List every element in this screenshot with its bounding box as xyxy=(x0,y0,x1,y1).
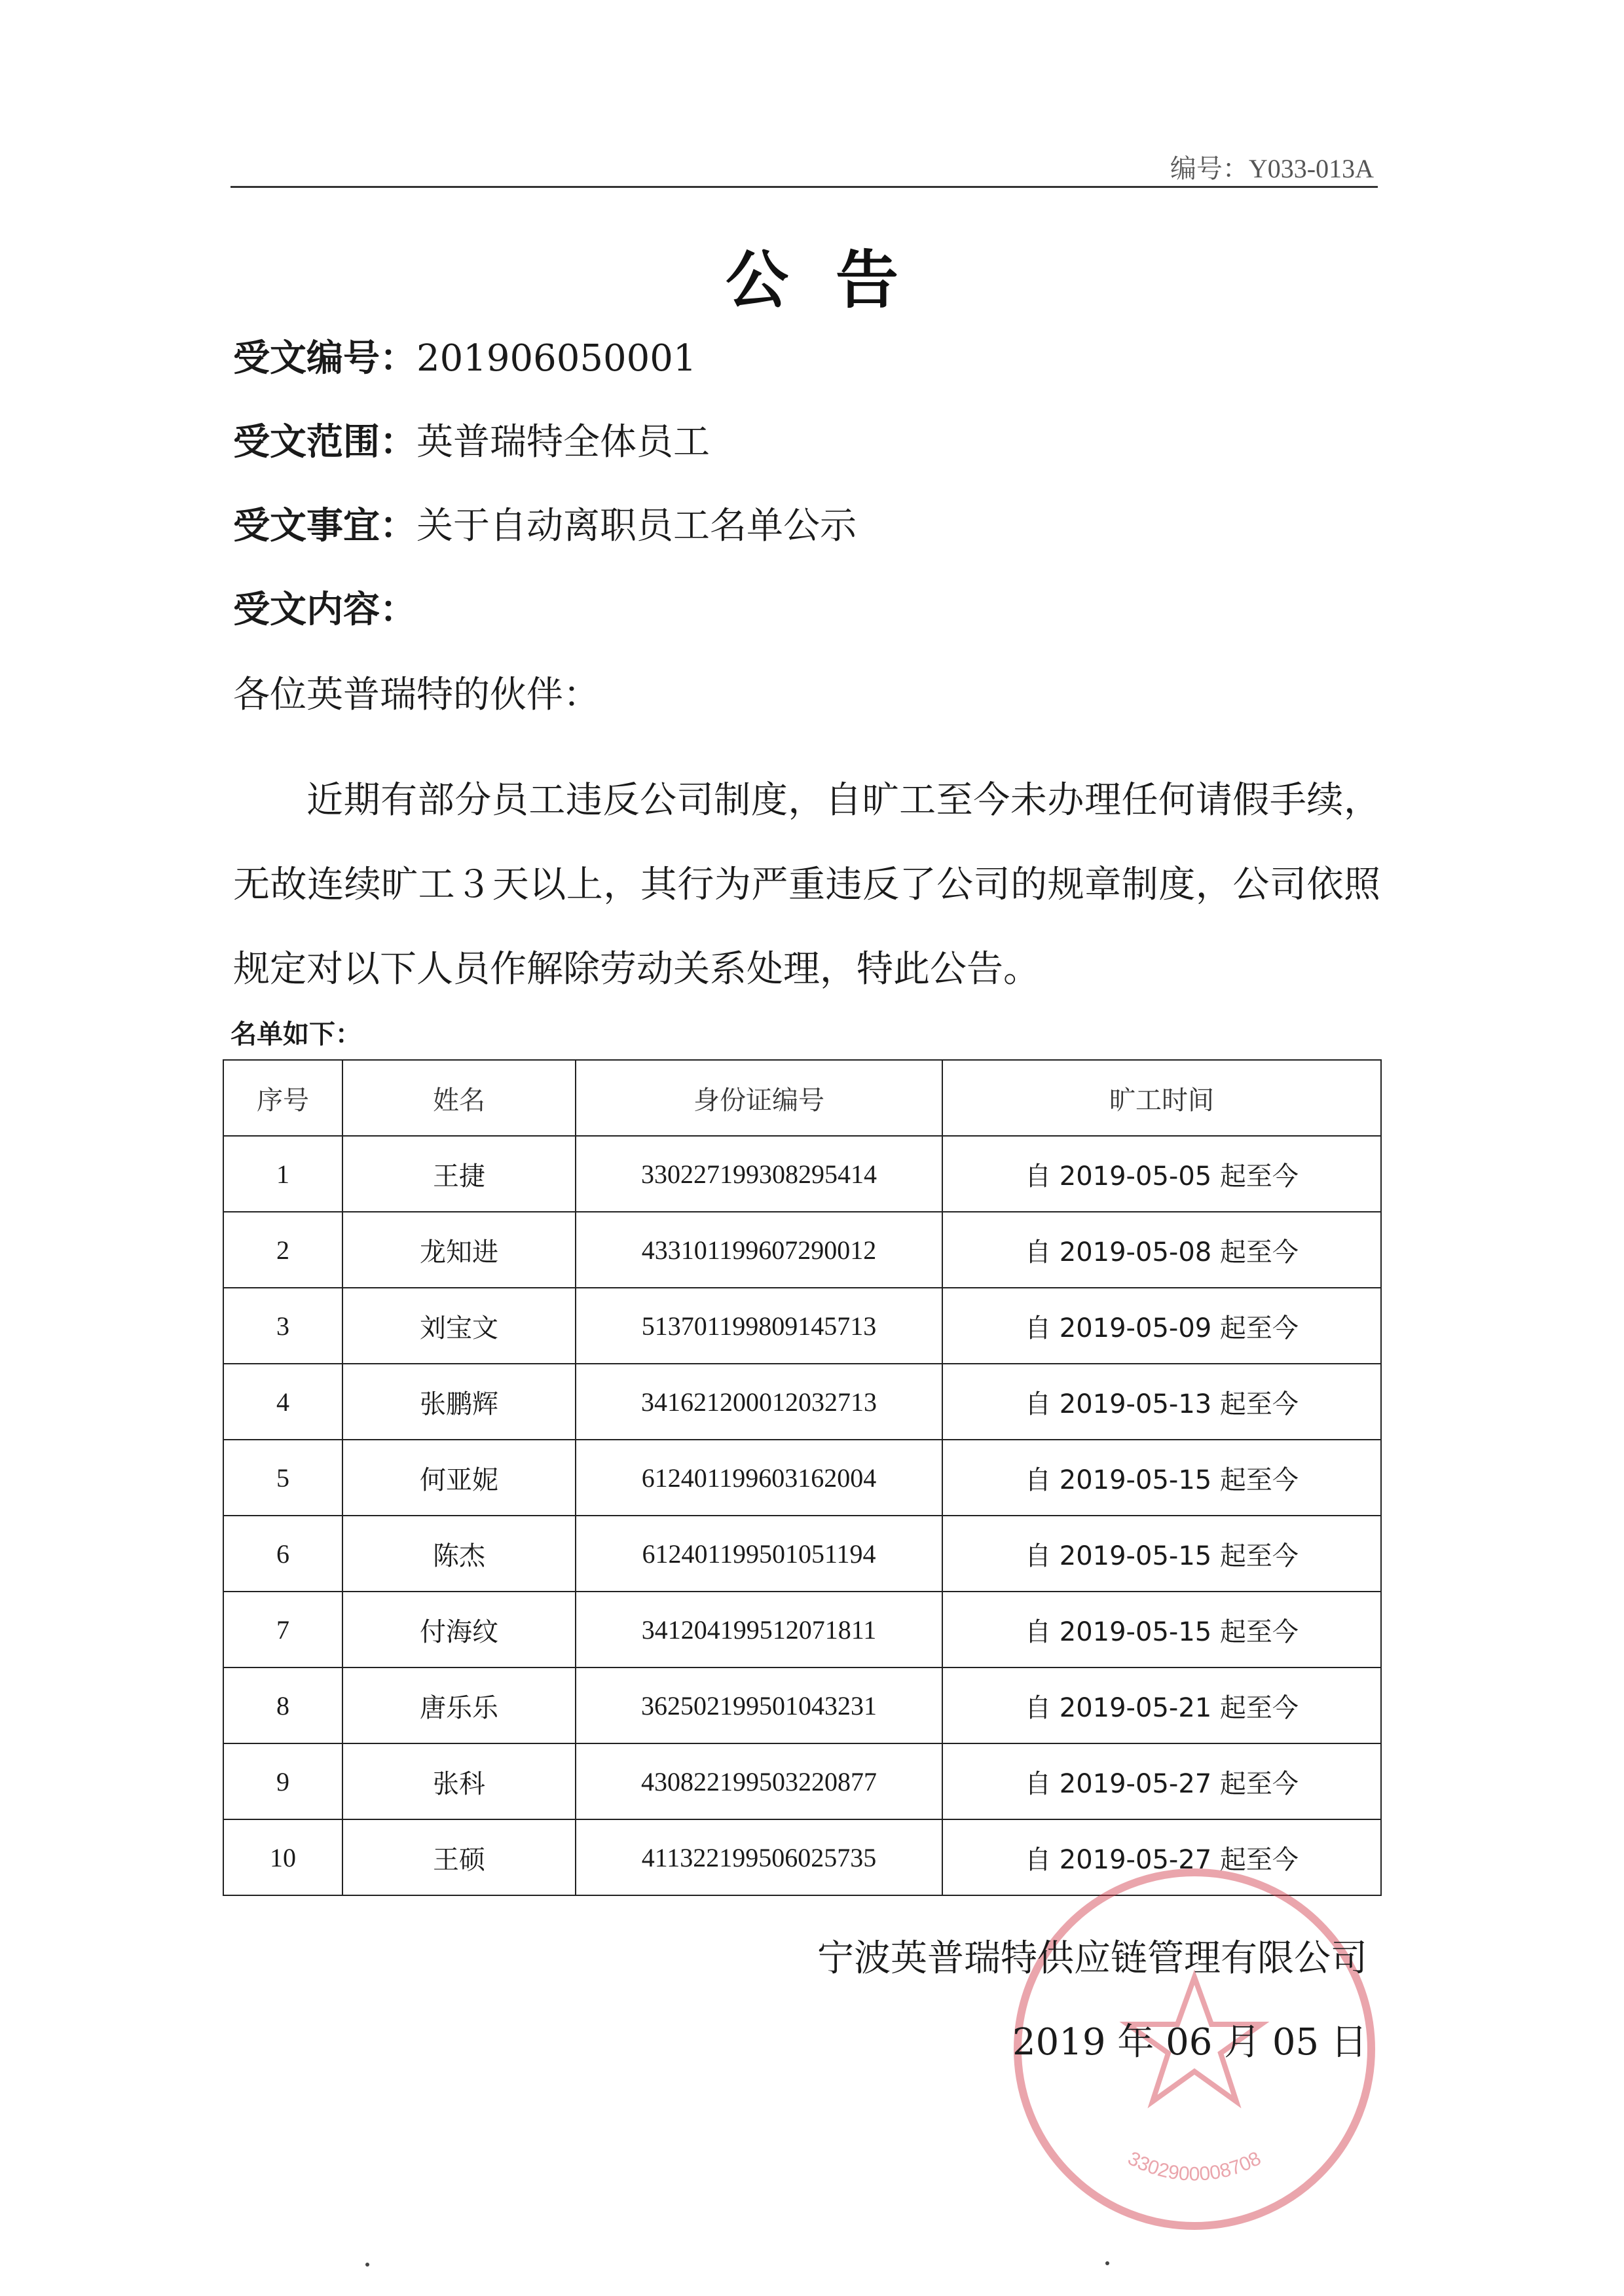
table-row xyxy=(223,1592,1381,1667)
cell-absence-time: 自 2019-05-21 起至今 xyxy=(942,1667,1381,1743)
greeting: 各位英普瑞特的伙伴： xyxy=(233,674,600,716)
cell-id: 362502199501043231 xyxy=(576,1667,942,1743)
table-row xyxy=(223,1516,1381,1592)
cell-seq: 5 xyxy=(223,1440,342,1516)
table-header-row xyxy=(223,1060,1381,1136)
cell-seq: 9 xyxy=(223,1743,342,1819)
field-value: 201906050001 xyxy=(416,337,697,380)
cell-absence-time: 自 2019-05-15 起至今 xyxy=(942,1592,1381,1667)
cell-name: 唐乐乐 xyxy=(342,1667,576,1743)
cell-absence-time: 自 2019-05-27 起至今 xyxy=(942,1743,1381,1819)
cell-seq: 6 xyxy=(223,1516,342,1592)
cell-name: 张科 xyxy=(342,1743,576,1819)
signature-date: 2019 年 06 月 05 日 xyxy=(1012,2021,1367,2064)
header-seq: 序号 xyxy=(223,1060,342,1136)
page-mark xyxy=(365,2263,369,2267)
table-row xyxy=(223,1288,1381,1364)
table-row xyxy=(223,1212,1381,1288)
cell-id: 430822199503220877 xyxy=(576,1743,942,1819)
header-name: 姓名 xyxy=(342,1060,576,1136)
field-label: 受文范围： xyxy=(233,421,416,464)
table-row xyxy=(223,1667,1381,1743)
cell-name: 何亚妮 xyxy=(342,1440,576,1516)
table-row xyxy=(223,1440,1381,1516)
page-mark xyxy=(1105,2261,1109,2265)
cell-id: 341621200012032713 xyxy=(576,1364,942,1440)
cell-absence-time: 自 2019-05-08 起至今 xyxy=(942,1212,1381,1288)
cell-absence-time: 自 2019-05-27 起至今 xyxy=(942,1819,1381,1895)
cell-absence-time: 自 2019-05-13 起至今 xyxy=(942,1364,1381,1440)
field-scope xyxy=(233,416,710,469)
cell-id: 341204199512071811 xyxy=(576,1592,942,1667)
table-row xyxy=(223,1364,1381,1440)
field-value: 英普瑞特全体员工 xyxy=(416,421,710,464)
cell-name: 龙知进 xyxy=(342,1212,576,1288)
seal-number: 3302900008708 xyxy=(1124,2147,1265,2185)
header-absence-time: 旷工时间 xyxy=(942,1060,1381,1136)
cell-id: 330227199308295414 xyxy=(576,1136,942,1212)
cell-seq: 8 xyxy=(223,1667,342,1743)
cell-absence-time: 自 2019-05-05 起至今 xyxy=(942,1136,1381,1212)
roster-table xyxy=(223,1059,1382,1896)
cell-name: 付海纹 xyxy=(342,1592,576,1667)
cell-seq: 4 xyxy=(223,1364,342,1440)
field-label: 受文内容： xyxy=(233,589,416,631)
table-row xyxy=(223,1819,1381,1895)
header-rule xyxy=(231,186,1378,188)
table-row xyxy=(223,1136,1381,1212)
header-id: 身份证编号 xyxy=(576,1060,942,1136)
cell-name: 王捷 xyxy=(342,1136,576,1212)
cell-id: 612401199603162004 xyxy=(576,1440,942,1516)
field-content xyxy=(233,584,416,636)
company-signature: 宁波英普瑞特供应链管理有限公司 xyxy=(817,1937,1367,1980)
cell-id: 433101199607290012 xyxy=(576,1212,942,1288)
field-subject xyxy=(233,500,857,553)
cell-id: 411322199506025735 xyxy=(576,1819,942,1895)
field-doc-number xyxy=(233,333,697,385)
cell-id: 612401199501051194 xyxy=(576,1516,942,1592)
cell-absence-time: 自 2019-05-15 起至今 xyxy=(942,1440,1381,1516)
list-label: 名单如下： xyxy=(231,1019,361,1049)
cell-name: 刘宝文 xyxy=(342,1288,576,1364)
cell-seq: 7 xyxy=(223,1592,342,1667)
cell-seq: 10 xyxy=(223,1819,342,1895)
cell-name: 王硕 xyxy=(342,1819,576,1895)
cell-absence-time: 自 2019-05-15 起至今 xyxy=(942,1516,1381,1592)
page-title: 公告 xyxy=(726,244,946,317)
cell-id: 513701199809145713 xyxy=(576,1288,942,1364)
cell-seq: 3 xyxy=(223,1288,342,1364)
cell-seq: 1 xyxy=(223,1136,342,1212)
notice-body: 近期有部分员工违反公司制度，自旷工至今未办理任何请假手续，无故连续旷工３天以上，其行为严重违反了公司的规章制度，公司依照规定对以下人员作解除劳动关系处理，特此公告。 xyxy=(233,779,1380,991)
cell-seq: 2 xyxy=(223,1212,342,1288)
cell-name: 张鹏辉 xyxy=(342,1364,576,1440)
cell-absence-time: 自 2019-05-09 起至今 xyxy=(942,1288,1381,1364)
cell-name: 陈杰 xyxy=(342,1516,576,1592)
field-label: 受文事宜： xyxy=(233,505,416,547)
field-label: 受文编号： xyxy=(233,337,416,380)
field-value: 关于自动离职员工名单公示 xyxy=(416,505,857,547)
table-row xyxy=(223,1743,1381,1819)
document-number: 编号：Y033-013A xyxy=(1170,154,1374,183)
